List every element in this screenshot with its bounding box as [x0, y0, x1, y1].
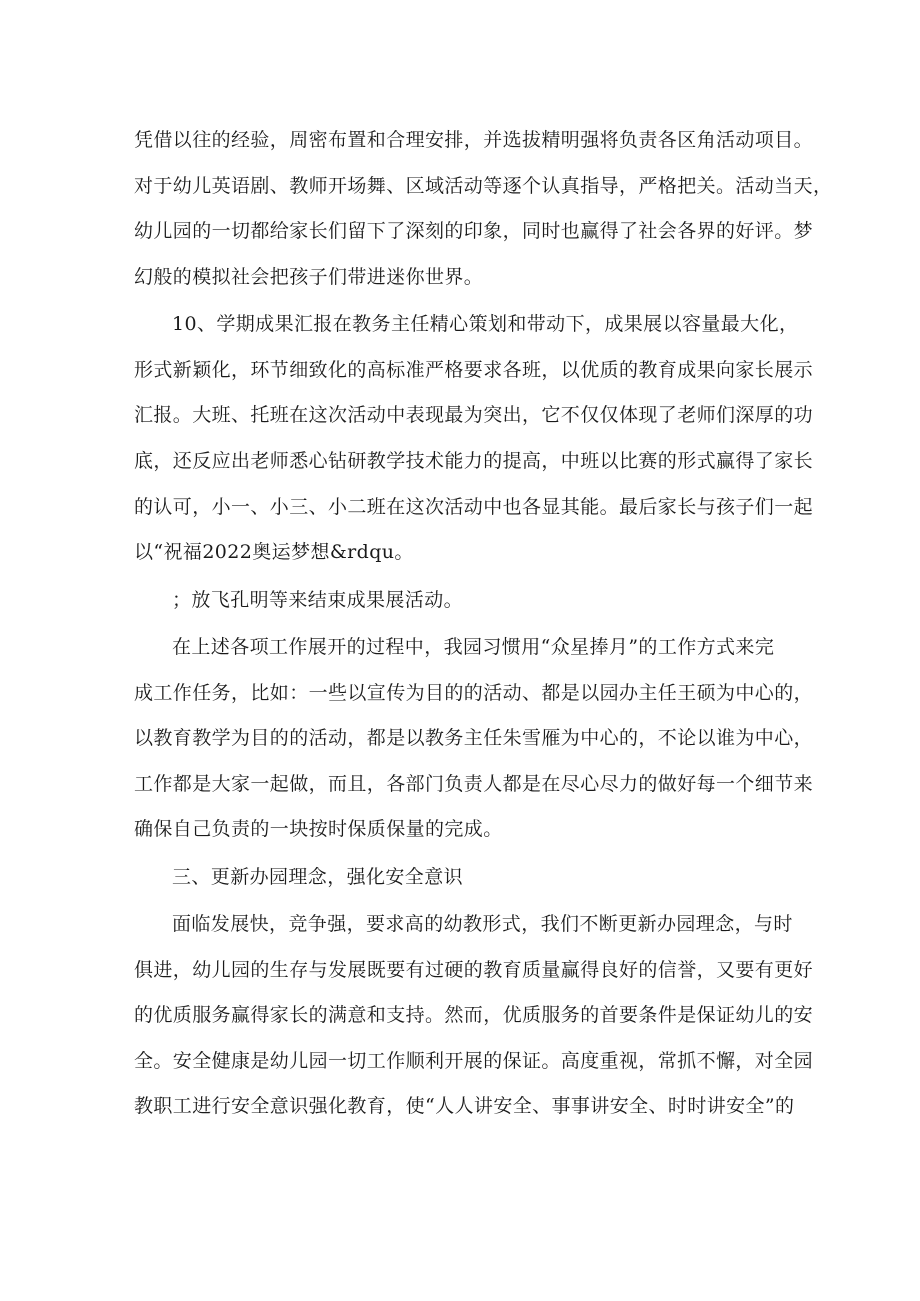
paragraph-safety: [134, 902, 814, 1130]
text-line: 确保自己负责的一块按时保质保量的完成。: [134, 818, 503, 841]
document-page: [134, 118, 833, 1130]
text-line: 以“祝福2022奥运梦想&rdqu。: [134, 541, 414, 564]
text-line: 汇报。大班、托班在这次活动中表现最为突出，它不仅仅体现了老师们深厚的功: [134, 404, 814, 427]
text-line: ；放飞孔明等来结束成果展活动。: [172, 588, 464, 611]
text-line: 的优质服务赢得家长的满意和支持。然而，优质服务的首要条件是保证幼儿的安: [134, 1004, 814, 1027]
text-line: 面临发展快，竞争强，要求高的幼教形式，我们不断更新办园理念，与时: [172, 913, 793, 936]
text-line: 在上述各项工作展开的过程中，我园习惯用“众星捧月”的工作方式来完: [172, 635, 775, 658]
text-line: 俱进，幼儿园的生存与发展既要有过硬的教育质量赢得良好的信誉，又要有更好: [134, 958, 814, 981]
text-line: 底，还反应出老师悉心钻研教学技术能力的提高，中班以比赛的形式赢得了家长: [134, 449, 814, 472]
text-line: 以教育教学为目的的活动，都是以教务主任朱雪雁为中心的，不论以谁为中心，: [134, 727, 814, 750]
text-line: 形式新颖化，环节细致化的高标准严格要求各班，以优质的教育成果向家长展示: [134, 358, 814, 381]
text-line: 工作都是大家一起做，而且，各部门负责人都是在尽心尽力的做好每一个细节来: [134, 772, 814, 795]
paragraph-lanterns: [134, 578, 790, 624]
text-line: 教职工进行安全意识强化教育，使“人人讲安全、事事讲安全、时时讲安全”的: [134, 1095, 795, 1118]
text-line: 成工作任务，比如：一些以宣传为目的的活动、都是以园办主任王硕为中心的，: [134, 681, 814, 704]
paragraph-activity-day: [134, 118, 833, 300]
text-line: 的认可，小一、小三、小二班在这次活动中也各显其能。最后家长与孩子们一起: [134, 495, 814, 518]
text-line: 全。安全健康是幼儿园一切工作顺利开展的保证。高度重视，常抓不懈，对全园: [134, 1049, 814, 1072]
text-line: 对于幼儿英语剧、教师开场舞、区域活动等逐个认真指导，严格把关。活动当天，: [134, 174, 833, 197]
text-line: 10、学期成果汇报在教务主任精心策划和带动下，成果展以容量最大化，: [172, 313, 799, 336]
text-line: 凭借以往的经验，周密布置和合理安排，并选拔精明强将负责各区角活动项目。: [134, 129, 814, 151]
heading-line: 三、更新办园理念，强化安全意识: [172, 865, 464, 888]
text-line: 幼儿园的一切都给家长们留下了深刻的印象，同时也赢得了社会各界的好评。梦: [134, 220, 814, 243]
text-line: 幻般的模拟社会把孩子们带进迷你世界。: [134, 265, 484, 288]
section-heading: [134, 855, 790, 901]
paragraph-semester-report: [134, 302, 814, 576]
paragraph-teamwork: [134, 625, 814, 853]
